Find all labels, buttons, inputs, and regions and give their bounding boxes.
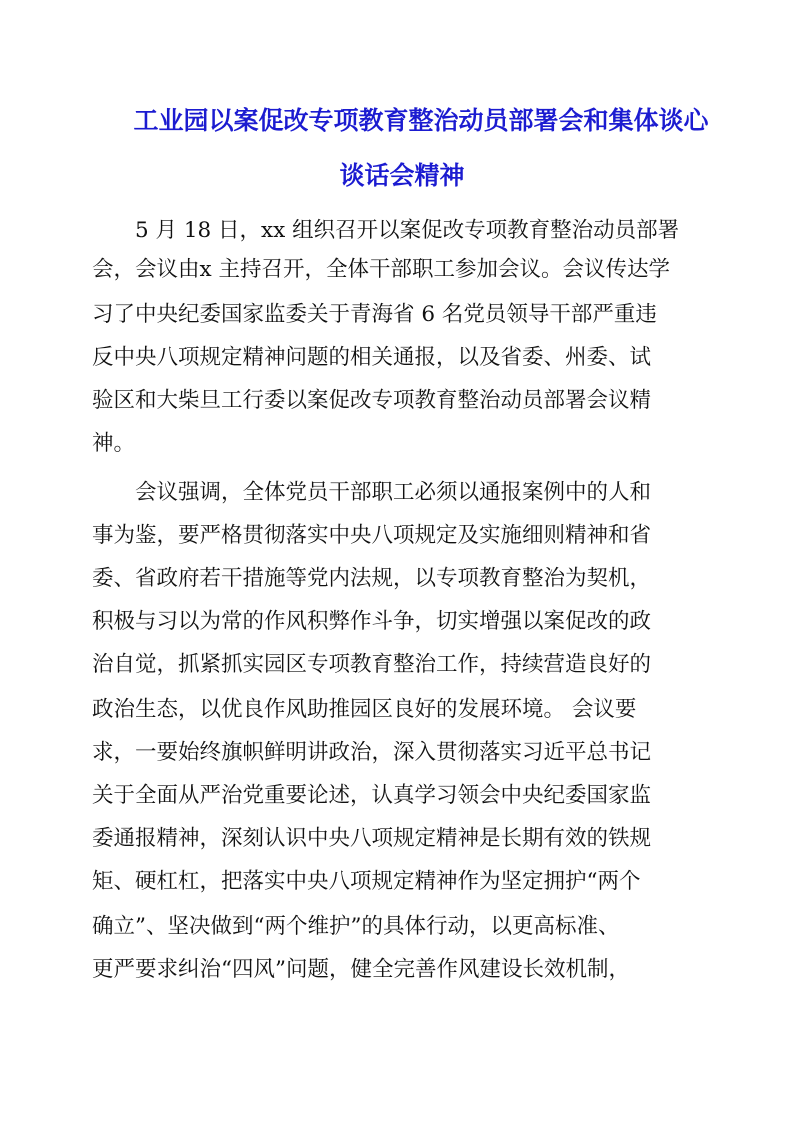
paragraph-2-line: 会议强调，全体党员干部职工必须以通报案例中的人和	[92, 480, 652, 505]
paragraph-2-line: 矩、硬杠杠，把落实中央八项规定精神作为坚定拥护“两个	[92, 869, 641, 894]
document-title-line-2: 谈话会精神	[339, 161, 465, 190]
paragraph-1-line: 会，会议由x 主持召开，全体干部职工参加会议。会议传达学	[92, 257, 670, 282]
paragraph-2-line: 确立”、坚决做到“两个维护”的具体行动，以更高标准、	[92, 914, 620, 939]
paragraph-2-line: 求，一要始终旗帜鲜明讲政治，深入贯彻落实习近平总书记	[92, 740, 652, 765]
paragraph-1-line: 验区和大柴旦工行委以案促改专项教育整治动员部署会议精	[92, 388, 652, 413]
paragraph-1-line: 反中央八项规定精神问题的相关通报，以及省委、州委、试	[92, 345, 652, 370]
paragraph-2-line: 更严要求纠治“四风”问题，健全完善作风建设长效机制，	[92, 957, 630, 982]
paragraph-2-line: 积极与习以为常的作风积弊作斗争，切实增强以案促改的政	[92, 609, 652, 634]
paragraph-1-line: 习了中央纪委国家监委关于青海省 6 名党员领导干部严重违	[92, 302, 657, 327]
paragraph-2-line: 委、省政府若干措施等党内法规，以专项教育整治为契机，	[92, 566, 652, 591]
paragraph-2-line: 委通报精神，深刻认识中央八项规定精神是长期有效的铁规	[92, 826, 652, 851]
paragraph-2-line: 政治生态，以优良作风助推园区良好的发展环境。 会议要	[92, 697, 637, 722]
paragraph-1-line: 5 月 18 日，xx 组织召开以案促改专项教育整治动员部署	[92, 218, 680, 243]
document-title-line-1: 工业园以案促改专项教育整治动员部署会和集体谈心	[133, 106, 709, 135]
paragraph-1-line: 神。	[92, 431, 136, 456]
paragraph-2-line: 关于全面从严治党重要论述，认真学习领会中央纪委国家监	[92, 783, 652, 808]
paragraph-2-line: 事为鉴，要严格贯彻落实中央八项规定及实施细则精神和省	[92, 523, 652, 548]
paragraph-2-line: 治自觉，抓紧抓实园区专项教育整治工作，持续营造良好的	[92, 652, 652, 677]
